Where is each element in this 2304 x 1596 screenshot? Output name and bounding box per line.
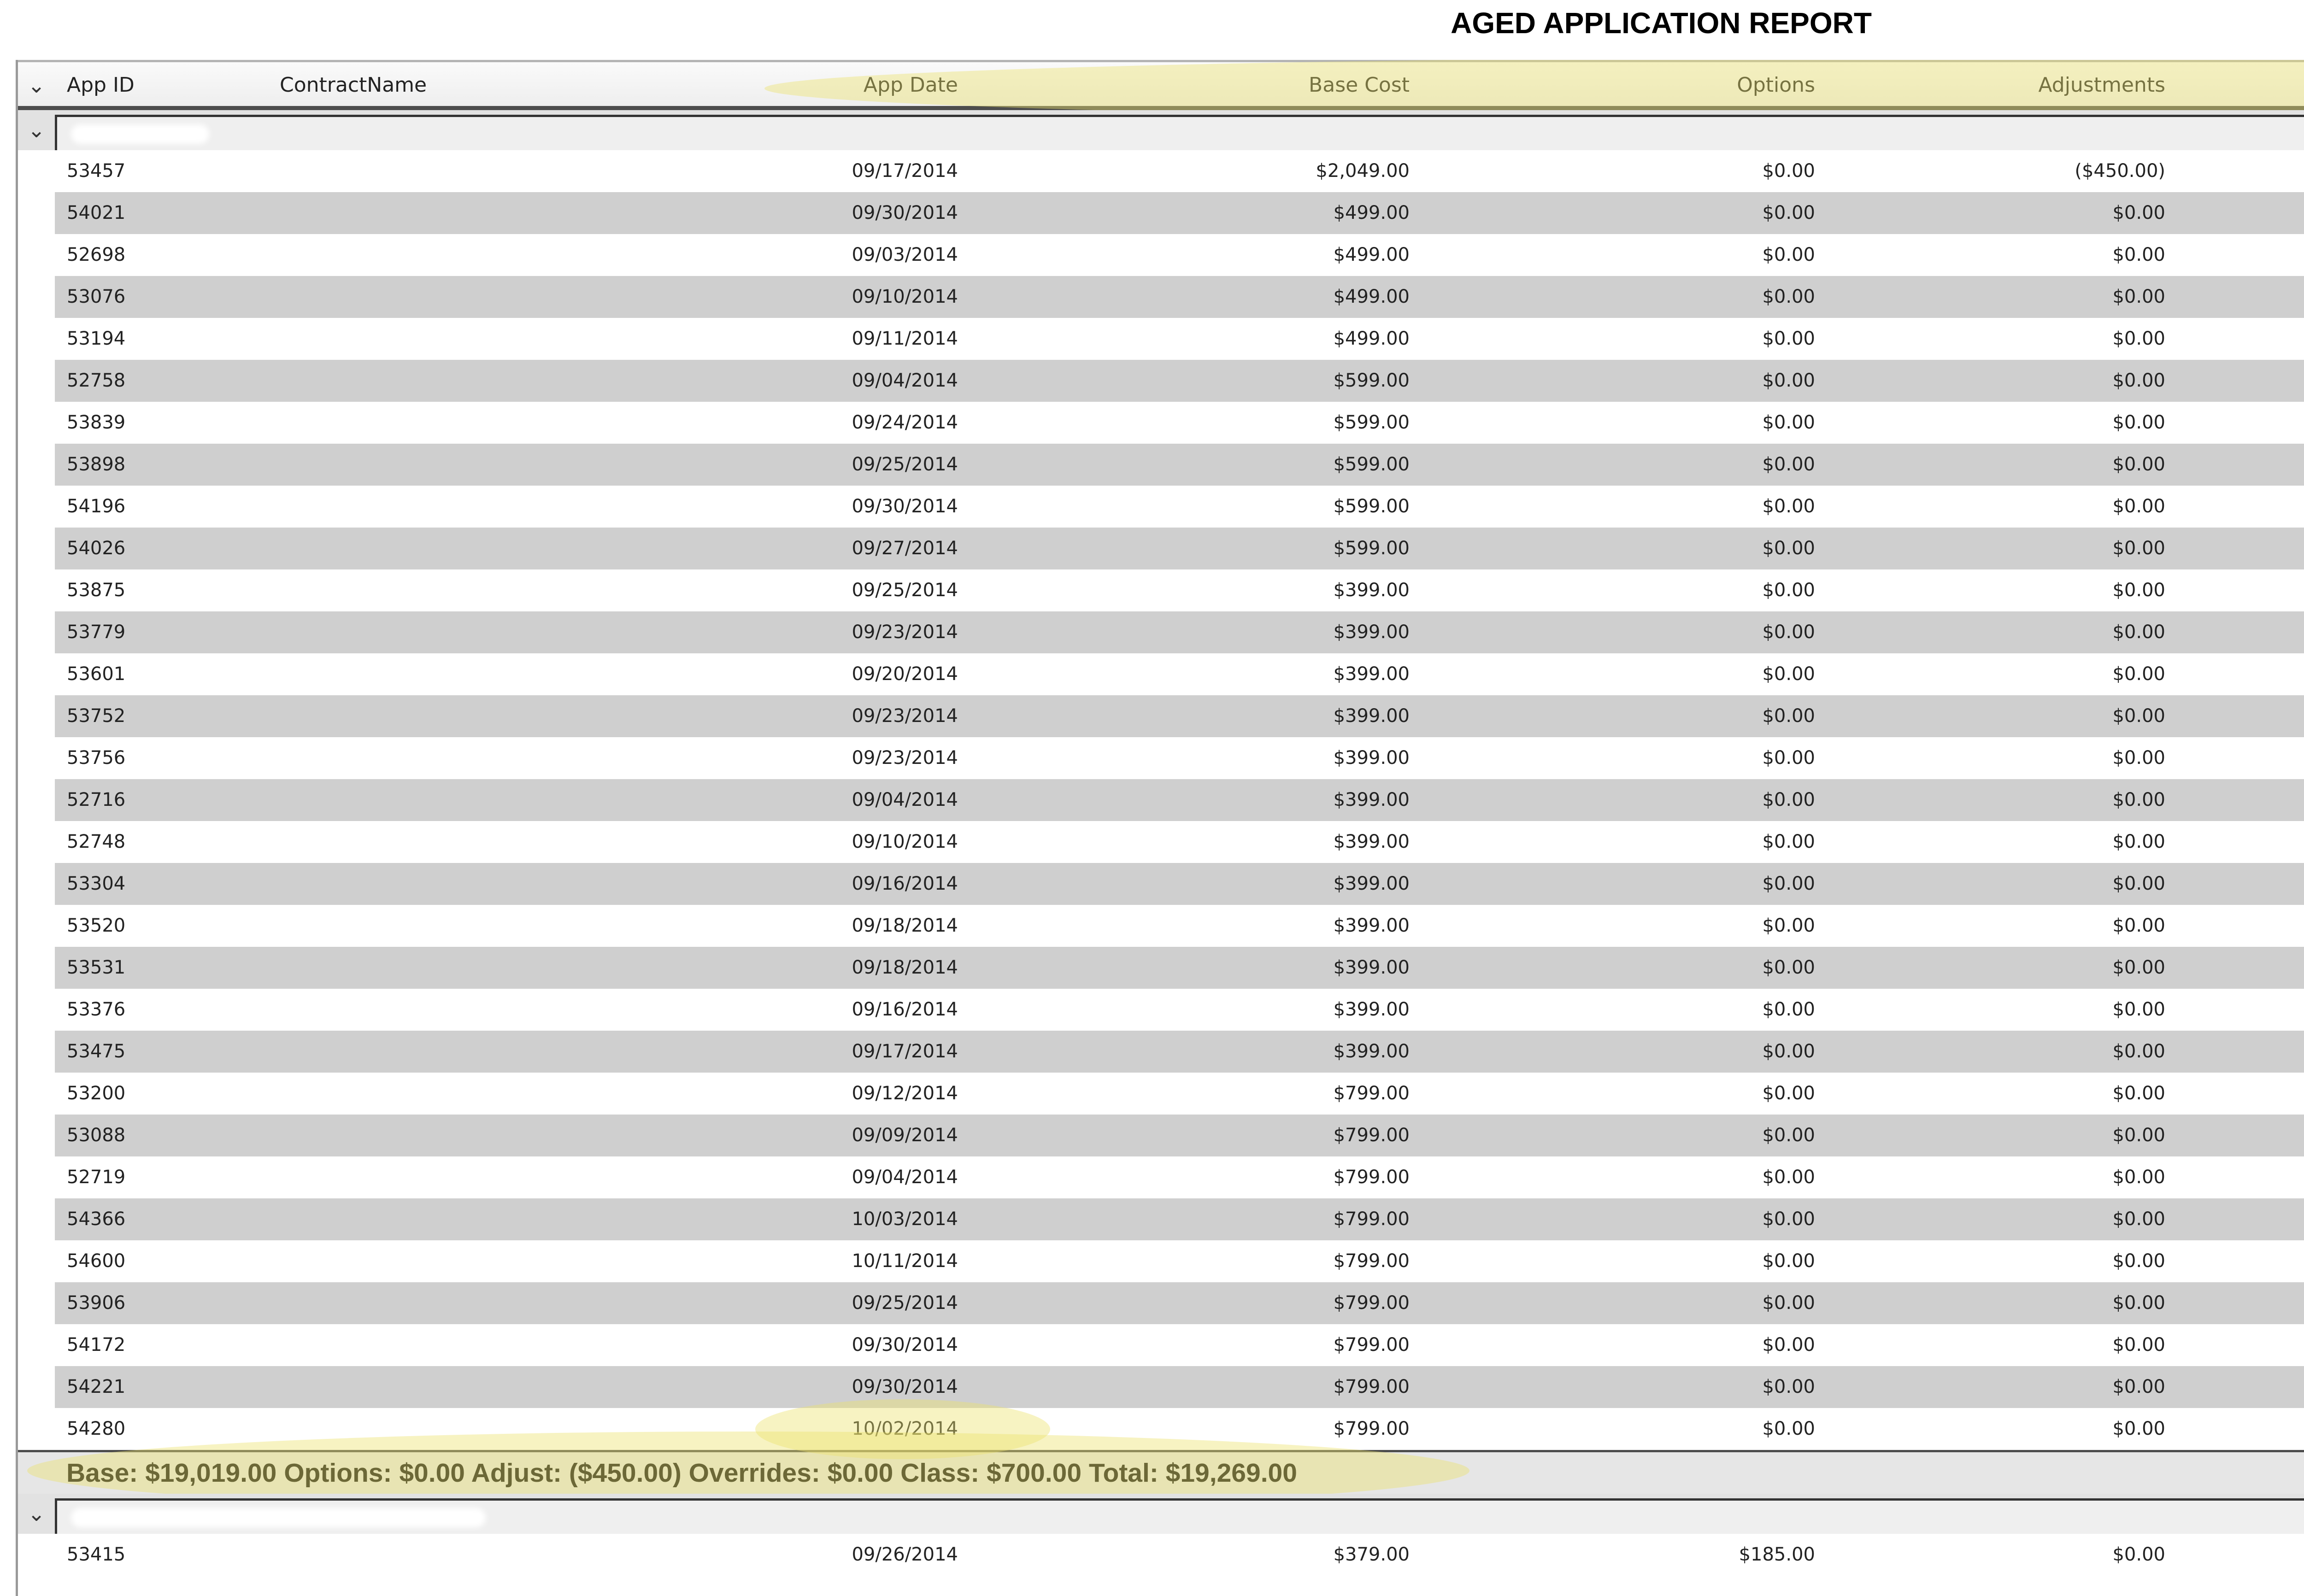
- cell-base-cost: $599.00: [1333, 538, 1410, 559]
- column-header-options[interactable]: Options: [1737, 73, 1815, 97]
- chevron-down-icon[interactable]: ⌄: [27, 117, 46, 142]
- cell-base-cost: $499.00: [1333, 328, 1410, 349]
- cell-options: $0.00: [1762, 202, 1815, 223]
- cell-app-id: 53200: [67, 1083, 126, 1104]
- cell-overrides: [2276, 653, 2304, 695]
- cell-adjustments: $0.00: [2112, 1376, 2165, 1397]
- column-header-adjustments[interactable]: Adjustments: [2038, 73, 2165, 97]
- cell-adjustments: $0.00: [2112, 454, 2165, 475]
- cell-overrides: [2276, 1282, 2304, 1324]
- cell-app-date: 09/23/2014: [852, 747, 958, 769]
- table-row[interactable]: [55, 611, 2304, 653]
- table-row[interactable]: [55, 569, 2304, 611]
- cell-app-date: 09/09/2014: [852, 1125, 958, 1146]
- cell-adjustments: $0.00: [2112, 1544, 2165, 1565]
- cell-app-date: 09/30/2014: [852, 1334, 958, 1355]
- cell-adjustments: $0.00: [2112, 244, 2165, 265]
- column-header-app-id[interactable]: App ID: [67, 73, 135, 97]
- cell-app-id: 54221: [67, 1376, 126, 1397]
- cell-base-cost: $799.00: [1333, 1376, 1410, 1397]
- cell-adjustments: $0.00: [2112, 789, 2165, 810]
- table-row[interactable]: [55, 1366, 2304, 1408]
- cell-app-date: 09/18/2014: [852, 915, 958, 936]
- cell-base-cost: $399.00: [1333, 663, 1410, 685]
- table-row[interactable]: [55, 989, 2304, 1031]
- cell-adjustments: $0.00: [2112, 873, 2165, 894]
- cell-options: $0.00: [1762, 244, 1815, 265]
- cell-app-date: 09/16/2014: [852, 999, 958, 1020]
- cell-overrides: [2276, 150, 2304, 192]
- cell-base-cost: $399.00: [1333, 1041, 1410, 1062]
- table-row[interactable]: [55, 1408, 2304, 1450]
- cell-overrides: [2276, 863, 2304, 905]
- cell-app-date: 09/04/2014: [852, 1167, 958, 1188]
- table-row[interactable]: [55, 1073, 2304, 1115]
- table-row[interactable]: [55, 318, 2304, 360]
- cell-app-date: 09/25/2014: [852, 454, 958, 475]
- cell-overrides: [2276, 569, 2304, 611]
- cell-base-cost: $399.00: [1333, 747, 1410, 769]
- cell-app-date: 09/30/2014: [852, 496, 958, 517]
- cell-overrides: [2276, 1073, 2304, 1115]
- cell-options: $0.00: [1762, 831, 1815, 852]
- cell-overrides: [2276, 1240, 2304, 1282]
- cell-app-id: 53906: [67, 1292, 126, 1314]
- cell-overrides: [2276, 486, 2304, 528]
- cell-overrides: [2276, 1156, 2304, 1198]
- cell-overrides: [2276, 611, 2304, 653]
- table-row[interactable]: [55, 1115, 2304, 1156]
- cell-base-cost: $2,049.00: [1316, 160, 1410, 182]
- cell-adjustments: ($450.00): [2075, 160, 2165, 182]
- cell-base-cost: $399.00: [1333, 873, 1410, 894]
- table-row[interactable]: [55, 947, 2304, 989]
- cell-app-date: 10/03/2014: [852, 1209, 958, 1230]
- table-row[interactable]: [55, 821, 2304, 863]
- column-header-base-cost[interactable]: Base Cost: [1309, 73, 1410, 97]
- cell-options: $0.00: [1762, 538, 1815, 559]
- cell-overrides: [2276, 402, 2304, 444]
- cell-options: $0.00: [1762, 705, 1815, 727]
- cell-app-id: 53475: [67, 1041, 126, 1062]
- cell-app-date: 09/30/2014: [852, 202, 958, 223]
- cell-app-id: 54196: [67, 496, 126, 517]
- cell-adjustments: $0.00: [2112, 1250, 2165, 1272]
- cell-adjustments: $0.00: [2112, 496, 2165, 517]
- cell-base-cost: $499.00: [1333, 244, 1410, 265]
- cell-app-id: 54366: [67, 1209, 126, 1230]
- cell-app-date: 09/24/2014: [852, 412, 958, 433]
- cell-options: $0.00: [1762, 663, 1815, 685]
- cell-app-date: 09/26/2014: [852, 1544, 958, 1565]
- cell-base-cost: $799.00: [1333, 1167, 1410, 1188]
- cell-overrides: [2276, 318, 2304, 360]
- table-row[interactable]: [55, 737, 2304, 779]
- cell-base-cost: $399.00: [1333, 622, 1410, 643]
- cell-options: $0.00: [1762, 286, 1815, 307]
- cell-adjustments: $0.00: [2112, 1083, 2165, 1104]
- cell-app-id: 53601: [67, 663, 126, 685]
- cell-app-date: 09/23/2014: [852, 622, 958, 643]
- cell-overrides: [2276, 737, 2304, 779]
- table-row[interactable]: [55, 234, 2304, 276]
- table-row[interactable]: [55, 150, 2304, 192]
- table-row[interactable]: [55, 695, 2304, 737]
- cell-app-date: 09/03/2014: [852, 244, 958, 265]
- cell-adjustments: $0.00: [2112, 622, 2165, 643]
- cell-adjustments: $0.00: [2112, 1209, 2165, 1230]
- cell-adjustments: $0.00: [2112, 538, 2165, 559]
- table-row[interactable]: [55, 1031, 2304, 1073]
- cell-options: $0.00: [1762, 1418, 1815, 1439]
- cell-options: $0.00: [1762, 370, 1815, 391]
- cell-app-id: 53088: [67, 1125, 126, 1146]
- table-row[interactable]: [55, 905, 2304, 947]
- cell-adjustments: $0.00: [2112, 1334, 2165, 1355]
- cell-app-id: 54172: [67, 1334, 126, 1355]
- cell-app-date: 09/23/2014: [852, 705, 958, 727]
- cell-base-cost: $799.00: [1333, 1334, 1410, 1355]
- cell-app-date: 09/11/2014: [852, 328, 958, 349]
- cell-app-id: 53779: [67, 622, 126, 643]
- cell-options: $0.00: [1762, 1083, 1815, 1104]
- table-row[interactable]: [55, 1324, 2304, 1366]
- cell-base-cost: $499.00: [1333, 286, 1410, 307]
- cell-adjustments: $0.00: [2112, 1125, 2165, 1146]
- cell-base-cost: $399.00: [1333, 915, 1410, 936]
- cell-overrides: [2276, 360, 2304, 402]
- cell-base-cost: $379.00: [1333, 1544, 1410, 1565]
- cell-overrides: [2276, 1534, 2304, 1576]
- cell-app-id: 53076: [67, 286, 126, 307]
- chevron-down-icon[interactable]: ⌄: [27, 1501, 46, 1526]
- cell-app-id: 53194: [67, 328, 126, 349]
- cell-app-id: 53531: [67, 957, 126, 978]
- cell-overrides: [2276, 1031, 2304, 1073]
- cell-app-id: 53520: [67, 915, 126, 936]
- cell-app-date: 09/25/2014: [852, 580, 958, 601]
- cell-base-cost: $399.00: [1333, 789, 1410, 810]
- cell-app-date: 09/27/2014: [852, 538, 958, 559]
- cell-overrides: [2276, 528, 2304, 569]
- cell-options: $0.00: [1762, 1250, 1815, 1272]
- cell-app-id: 54026: [67, 538, 126, 559]
- cell-app-date: 10/11/2014: [852, 1250, 958, 1272]
- table-row[interactable]: [55, 1534, 2304, 1576]
- table-row[interactable]: [55, 1156, 2304, 1198]
- column-header-overrides[interactable]: [2276, 62, 2304, 108]
- cell-adjustments: $0.00: [2112, 580, 2165, 601]
- cell-app-date: 09/17/2014: [852, 1041, 958, 1062]
- cell-app-date: 09/04/2014: [852, 789, 958, 810]
- cell-adjustments: $0.00: [2112, 999, 2165, 1020]
- cell-adjustments: $0.00: [2112, 705, 2165, 727]
- cell-app-id: 53752: [67, 705, 126, 727]
- cell-app-id: 53376: [67, 999, 126, 1020]
- page-title: AGED APPLICATION REPORT: [1451, 6, 1872, 40]
- cell-adjustments: $0.00: [2112, 957, 2165, 978]
- cell-overrides: [2276, 905, 2304, 947]
- cell-adjustments: $0.00: [2112, 831, 2165, 852]
- cell-options: $0.00: [1762, 1125, 1815, 1146]
- cell-overrides: [2276, 444, 2304, 486]
- cell-overrides: [2276, 947, 2304, 989]
- cell-base-cost: $799.00: [1333, 1083, 1410, 1104]
- cell-base-cost: $799.00: [1333, 1125, 1410, 1146]
- cell-base-cost: $599.00: [1333, 370, 1410, 391]
- cell-app-date: 09/30/2014: [852, 1376, 958, 1397]
- table-row[interactable]: [55, 402, 2304, 444]
- group-summary: [18, 1450, 2304, 1494]
- cell-adjustments: $0.00: [2112, 663, 2165, 685]
- cell-adjustments: $0.00: [2112, 412, 2165, 433]
- cell-app-date: 09/10/2014: [852, 286, 958, 307]
- cell-base-cost: $399.00: [1333, 957, 1410, 978]
- table-row[interactable]: [55, 486, 2304, 528]
- table-row[interactable]: [55, 779, 2304, 821]
- cell-options: $0.00: [1762, 915, 1815, 936]
- cell-adjustments: $0.00: [2112, 747, 2165, 769]
- group-name-field: [55, 115, 2304, 150]
- redacted-group-name: [71, 124, 209, 144]
- cell-options: $0.00: [1762, 622, 1815, 643]
- cell-base-cost: $799.00: [1333, 1209, 1410, 1230]
- cell-options: $0.00: [1762, 328, 1815, 349]
- table-row[interactable]: [55, 360, 2304, 402]
- cell-overrides: [2276, 1324, 2304, 1366]
- cell-base-cost: $599.00: [1333, 454, 1410, 475]
- cell-adjustments: $0.00: [2112, 328, 2165, 349]
- cell-overrides: [2276, 695, 2304, 737]
- table-row[interactable]: [55, 1240, 2304, 1282]
- table-row[interactable]: [55, 653, 2304, 695]
- cell-base-cost: $599.00: [1333, 496, 1410, 517]
- cell-options: $0.00: [1762, 1334, 1815, 1355]
- cell-app-id: 52698: [67, 244, 126, 265]
- cell-options: $0.00: [1762, 580, 1815, 601]
- cell-overrides: [2276, 1198, 2304, 1240]
- cell-app-date: 09/18/2014: [852, 957, 958, 978]
- cell-app-id: 52719: [67, 1167, 126, 1188]
- cell-options: $185.00: [1739, 1544, 1815, 1565]
- cell-base-cost: $799.00: [1333, 1292, 1410, 1314]
- table-row[interactable]: [55, 276, 2304, 318]
- cell-options: $0.00: [1762, 999, 1815, 1020]
- chevron-down-icon[interactable]: ⌄: [27, 73, 46, 98]
- cell-overrides: [2276, 192, 2304, 234]
- cell-base-cost: $399.00: [1333, 580, 1410, 601]
- cell-app-date: 09/16/2014: [852, 873, 958, 894]
- cell-adjustments: $0.00: [2112, 1418, 2165, 1439]
- cell-options: $0.00: [1762, 496, 1815, 517]
- cell-base-cost: $399.00: [1333, 831, 1410, 852]
- cell-app-id: 53304: [67, 873, 126, 894]
- cell-adjustments: $0.00: [2112, 1292, 2165, 1314]
- cell-options: $0.00: [1762, 1167, 1815, 1188]
- cell-app-date: 09/12/2014: [852, 1083, 958, 1104]
- cell-options: $0.00: [1762, 957, 1815, 978]
- cell-app-id: 54021: [67, 202, 126, 223]
- table-row[interactable]: [55, 444, 2304, 486]
- cell-app-id: 52716: [67, 789, 126, 810]
- cell-app-date: 09/25/2014: [852, 1292, 958, 1314]
- redacted-group-name: [71, 1508, 486, 1527]
- cell-app-date: 10/02/2014: [852, 1418, 958, 1439]
- cell-options: $0.00: [1762, 454, 1815, 475]
- cell-options: $0.00: [1762, 789, 1815, 810]
- cell-base-cost: $799.00: [1333, 1250, 1410, 1272]
- cell-app-id: 53898: [67, 454, 126, 475]
- table-row[interactable]: [55, 1198, 2304, 1240]
- table-row[interactable]: [55, 863, 2304, 905]
- cell-options: $0.00: [1762, 1209, 1815, 1230]
- cell-app-id: 53875: [67, 580, 126, 601]
- cell-app-id: 52748: [67, 831, 126, 852]
- cell-app-id: 53839: [67, 412, 126, 433]
- cell-adjustments: $0.00: [2112, 286, 2165, 307]
- cell-app-date: 09/10/2014: [852, 831, 958, 852]
- cell-base-cost: $499.00: [1333, 202, 1410, 223]
- cell-options: $0.00: [1762, 1376, 1815, 1397]
- cell-options: $0.00: [1762, 412, 1815, 433]
- group-name-field: [55, 1498, 2304, 1534]
- cell-overrides: [2276, 1366, 2304, 1408]
- cell-app-date: 09/20/2014: [852, 663, 958, 685]
- cell-options: $0.00: [1762, 1292, 1815, 1314]
- cell-base-cost: $399.00: [1333, 999, 1410, 1020]
- cell-adjustments: $0.00: [2112, 370, 2165, 391]
- cell-app-id: 52758: [67, 370, 126, 391]
- cell-app-id: 54600: [67, 1250, 126, 1272]
- table-row[interactable]: [55, 528, 2304, 569]
- column-header-app-date[interactable]: App Date: [863, 73, 958, 97]
- cell-adjustments: $0.00: [2112, 1167, 2165, 1188]
- table-row[interactable]: [55, 1282, 2304, 1324]
- cell-overrides: [2276, 234, 2304, 276]
- cell-app-id: 53415: [67, 1544, 126, 1565]
- column-header-row: [18, 60, 2304, 110]
- cell-base-cost: $599.00: [1333, 412, 1410, 433]
- cell-app-id: 53756: [67, 747, 126, 769]
- cell-overrides: [2276, 1408, 2304, 1450]
- cell-overrides: [2276, 1115, 2304, 1156]
- cell-overrides: [2276, 276, 2304, 318]
- cell-adjustments: $0.00: [2112, 1041, 2165, 1062]
- group-summary-text: Base: $19,019.00 Options: $0.00 Adjust: ($450.00) Overrides: $0.00 Class: $700.00 Total: $19,269.00: [66, 1458, 1297, 1488]
- cell-options: $0.00: [1762, 747, 1815, 769]
- cell-options: $0.00: [1762, 160, 1815, 182]
- column-header-contract-name[interactable]: ContractName: [280, 73, 427, 97]
- cell-overrides: [2276, 989, 2304, 1031]
- report-grid: [16, 60, 2304, 1596]
- cell-overrides: [2276, 779, 2304, 821]
- table-row[interactable]: [55, 192, 2304, 234]
- group-header-2[interactable]: [18, 1494, 2304, 1534]
- cell-base-cost: $399.00: [1333, 705, 1410, 727]
- cell-adjustments: $0.00: [2112, 915, 2165, 936]
- cell-app-id: 53457: [67, 160, 126, 182]
- cell-overrides: [2276, 821, 2304, 863]
- cell-app-date: 09/04/2014: [852, 370, 958, 391]
- cell-adjustments: $0.00: [2112, 202, 2165, 223]
- cell-base-cost: $799.00: [1333, 1418, 1410, 1439]
- group-header-1[interactable]: [18, 110, 2304, 150]
- cell-options: $0.00: [1762, 873, 1815, 894]
- cell-app-id: 54280: [67, 1418, 126, 1439]
- cell-app-date: 09/17/2014: [852, 160, 958, 182]
- cell-options: $0.00: [1762, 1041, 1815, 1062]
